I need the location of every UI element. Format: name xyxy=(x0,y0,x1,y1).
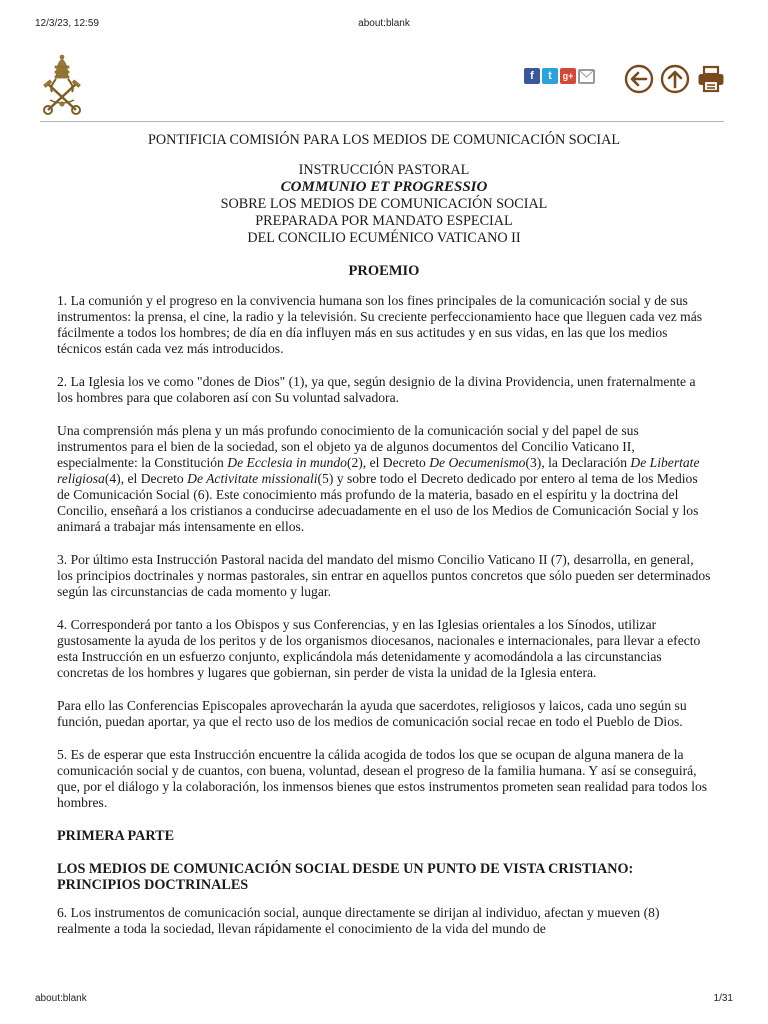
paragraph-3-text-3: (3), la Declaración xyxy=(525,455,631,470)
back-arrow-icon[interactable] xyxy=(624,64,654,94)
print-timestamp: 12/3/23, 12:59 xyxy=(35,18,99,29)
document-name: COMMUNIO ET PROGRESSIO xyxy=(280,179,488,195)
paragraph-7: 5. Es de esperar que esta Instrucción encuentre la cálida acogida de todos los que se ocupan de alguna manera de la comunicación social y de cuantos, con buena, voluntad, desean el progreso de la familia humana. Y así se conseguirá, que, por el diálogo y la colaboración, los inmensos bienes que estos instrumentos prometen sean realidad para todos los hombres. xyxy=(57,747,708,810)
section-heading: PROEMIO xyxy=(348,263,420,279)
paragraph-3-text-1: Una comprensión más plena y un más profundo conocimiento de la comunicación social y del papel de sus instrumentos para el bien de la sociedad, son el objeto ya de algunos documentos del Concilio Vaticano II, especialmente: la Constitución xyxy=(57,423,639,470)
up-arrow-icon[interactable] xyxy=(660,64,690,94)
facebook-icon[interactable]: f xyxy=(524,68,540,84)
paragraph-5: 4. Corresponderá por tanto a los Obispos y sus Conferencias, y en las Iglesias orientales a los Sínodos, utilizar gustosamente la ayuda de los peritos y de los organismos diocesanos, nacionales e internacionales, para llevar a efecto esta Instrucción en un esfuerzo conjunto, explicándola más detenidamente y acomodándola a las circunstancias concretas de los hombres y lugares que gobiernan, sin perder de vista la unidad de la Iglesia entera. xyxy=(57,617,701,680)
document-body xyxy=(57,132,711,954)
page-nav-icons xyxy=(624,64,726,94)
printer-icon[interactable] xyxy=(696,64,726,94)
paragraph-6: Para ello las Conferencias Episcopales aprovecharán la ayuda que sacerdotes, religiosos y laicos, cada uno según su función, puedan aportar, ya que el recto uso de los medios de comunicación social recae en todo el Pueblo de Dios. xyxy=(57,698,687,729)
share-buttons xyxy=(524,68,595,84)
title-line-1: INSTRUCCIÓN PASTORAL xyxy=(298,162,470,178)
print-footer xyxy=(0,993,768,1007)
twitter-icon[interactable]: t xyxy=(542,68,558,84)
part-subheading: LOS MEDIOS DE COMUNICACIÓN SOCIAL DESDE UN PUNTO DE VISTA CRISTIANO: PRINCIPIOS DOCTRINALES xyxy=(57,861,634,893)
title-line-5: DEL CONCILIO ECUMÉNICO VATICANO II xyxy=(247,230,521,246)
paragraph-3-text-5: (5) y sobre todo el Decreto dedicado por entero al tema de los Medios de Comunicación Social (6). Este conocimiento más profundo de la materia, basado en el espíritu y la doctrina del Concilio, enseñará a los cristianos a conducirse adecuadamente en el uso de los Medios de Comunicación Social y los animará a trabajar más intensamente en ellos. xyxy=(57,471,699,534)
part-heading: PRIMERA PARTE xyxy=(57,828,175,844)
paragraph-3-italic-4: De Activitate missionali xyxy=(187,471,318,486)
google-plus-icon[interactable]: g+ xyxy=(560,68,576,84)
envelope-glyph xyxy=(579,70,594,83)
title-line-4: PREPARADA POR MANDATO ESPECIAL xyxy=(255,213,513,229)
mail-icon[interactable] xyxy=(578,69,595,84)
paragraph-4: 3. Por último esta Instrucción Pastoral nacida del mandato del mismo Concilio Vaticano II (7), desarrolla, en general, los principios doctrinales y normas pastorales, sin entrar en aquellos puntos concretos que sólo pueden ser determinados según las circunstancias de cada momento y lugar. xyxy=(57,552,711,599)
header-divider xyxy=(40,121,724,122)
document-titles xyxy=(57,162,711,247)
paragraph-3-text-4: (4), el Decreto xyxy=(104,471,188,486)
paragraph-1: 1. La comunión y el progreso en la convivencia humana son los fines principales de la comunicación social y de sus instrumentos: la prensa, el cine, la radio y la televisión. Su creciente perfeccionamiento hace que lleguen cada vez más fácilmente a todos los hombres; de día en día influyen más en sus actitudes y en sus vidas, en las que los medios técnicos están cada vez más introducidos. xyxy=(57,293,703,356)
footer-url: about:blank xyxy=(35,993,87,1004)
papal-coat-of-arms-icon xyxy=(40,54,84,116)
page-number: 1/31 xyxy=(713,993,733,1004)
print-header xyxy=(0,18,768,32)
paragraph-3 xyxy=(57,423,711,535)
paragraph-2: 2. La Iglesia los ve como "dones de Dios" (1), ya que, según designio de la divina Providencia, unen fraternalmente a los hombres para que colaboren así con Su voluntad salvadora. xyxy=(57,374,696,405)
paragraph-3-italic-2: De Oecumenismo xyxy=(429,455,526,470)
organization-name: PONTIFICIA COMISIÓN PARA LOS MEDIOS DE COMUNICACIÓN SOCIAL xyxy=(147,132,621,148)
paragraph-3-italic-1: De Ecclesia in mundo xyxy=(227,455,347,470)
paragraph-3-italic-3: De Libertate religiosa xyxy=(57,455,700,486)
title-line-3: SOBRE LOS MEDIOS DE COMUNICACIÓN SOCIAL xyxy=(220,196,548,212)
print-url: about:blank xyxy=(358,18,410,29)
paragraph-3-text-2: (2), el Decreto xyxy=(346,455,430,470)
paragraph-8: 6. Los instrumentos de comunicación social, aunque directamente se dirijan al individuo, afectan y mueven (8) realmente a toda la sociedad, llevan rápidamente el conocimiento de la vida del mundo de xyxy=(57,905,660,936)
